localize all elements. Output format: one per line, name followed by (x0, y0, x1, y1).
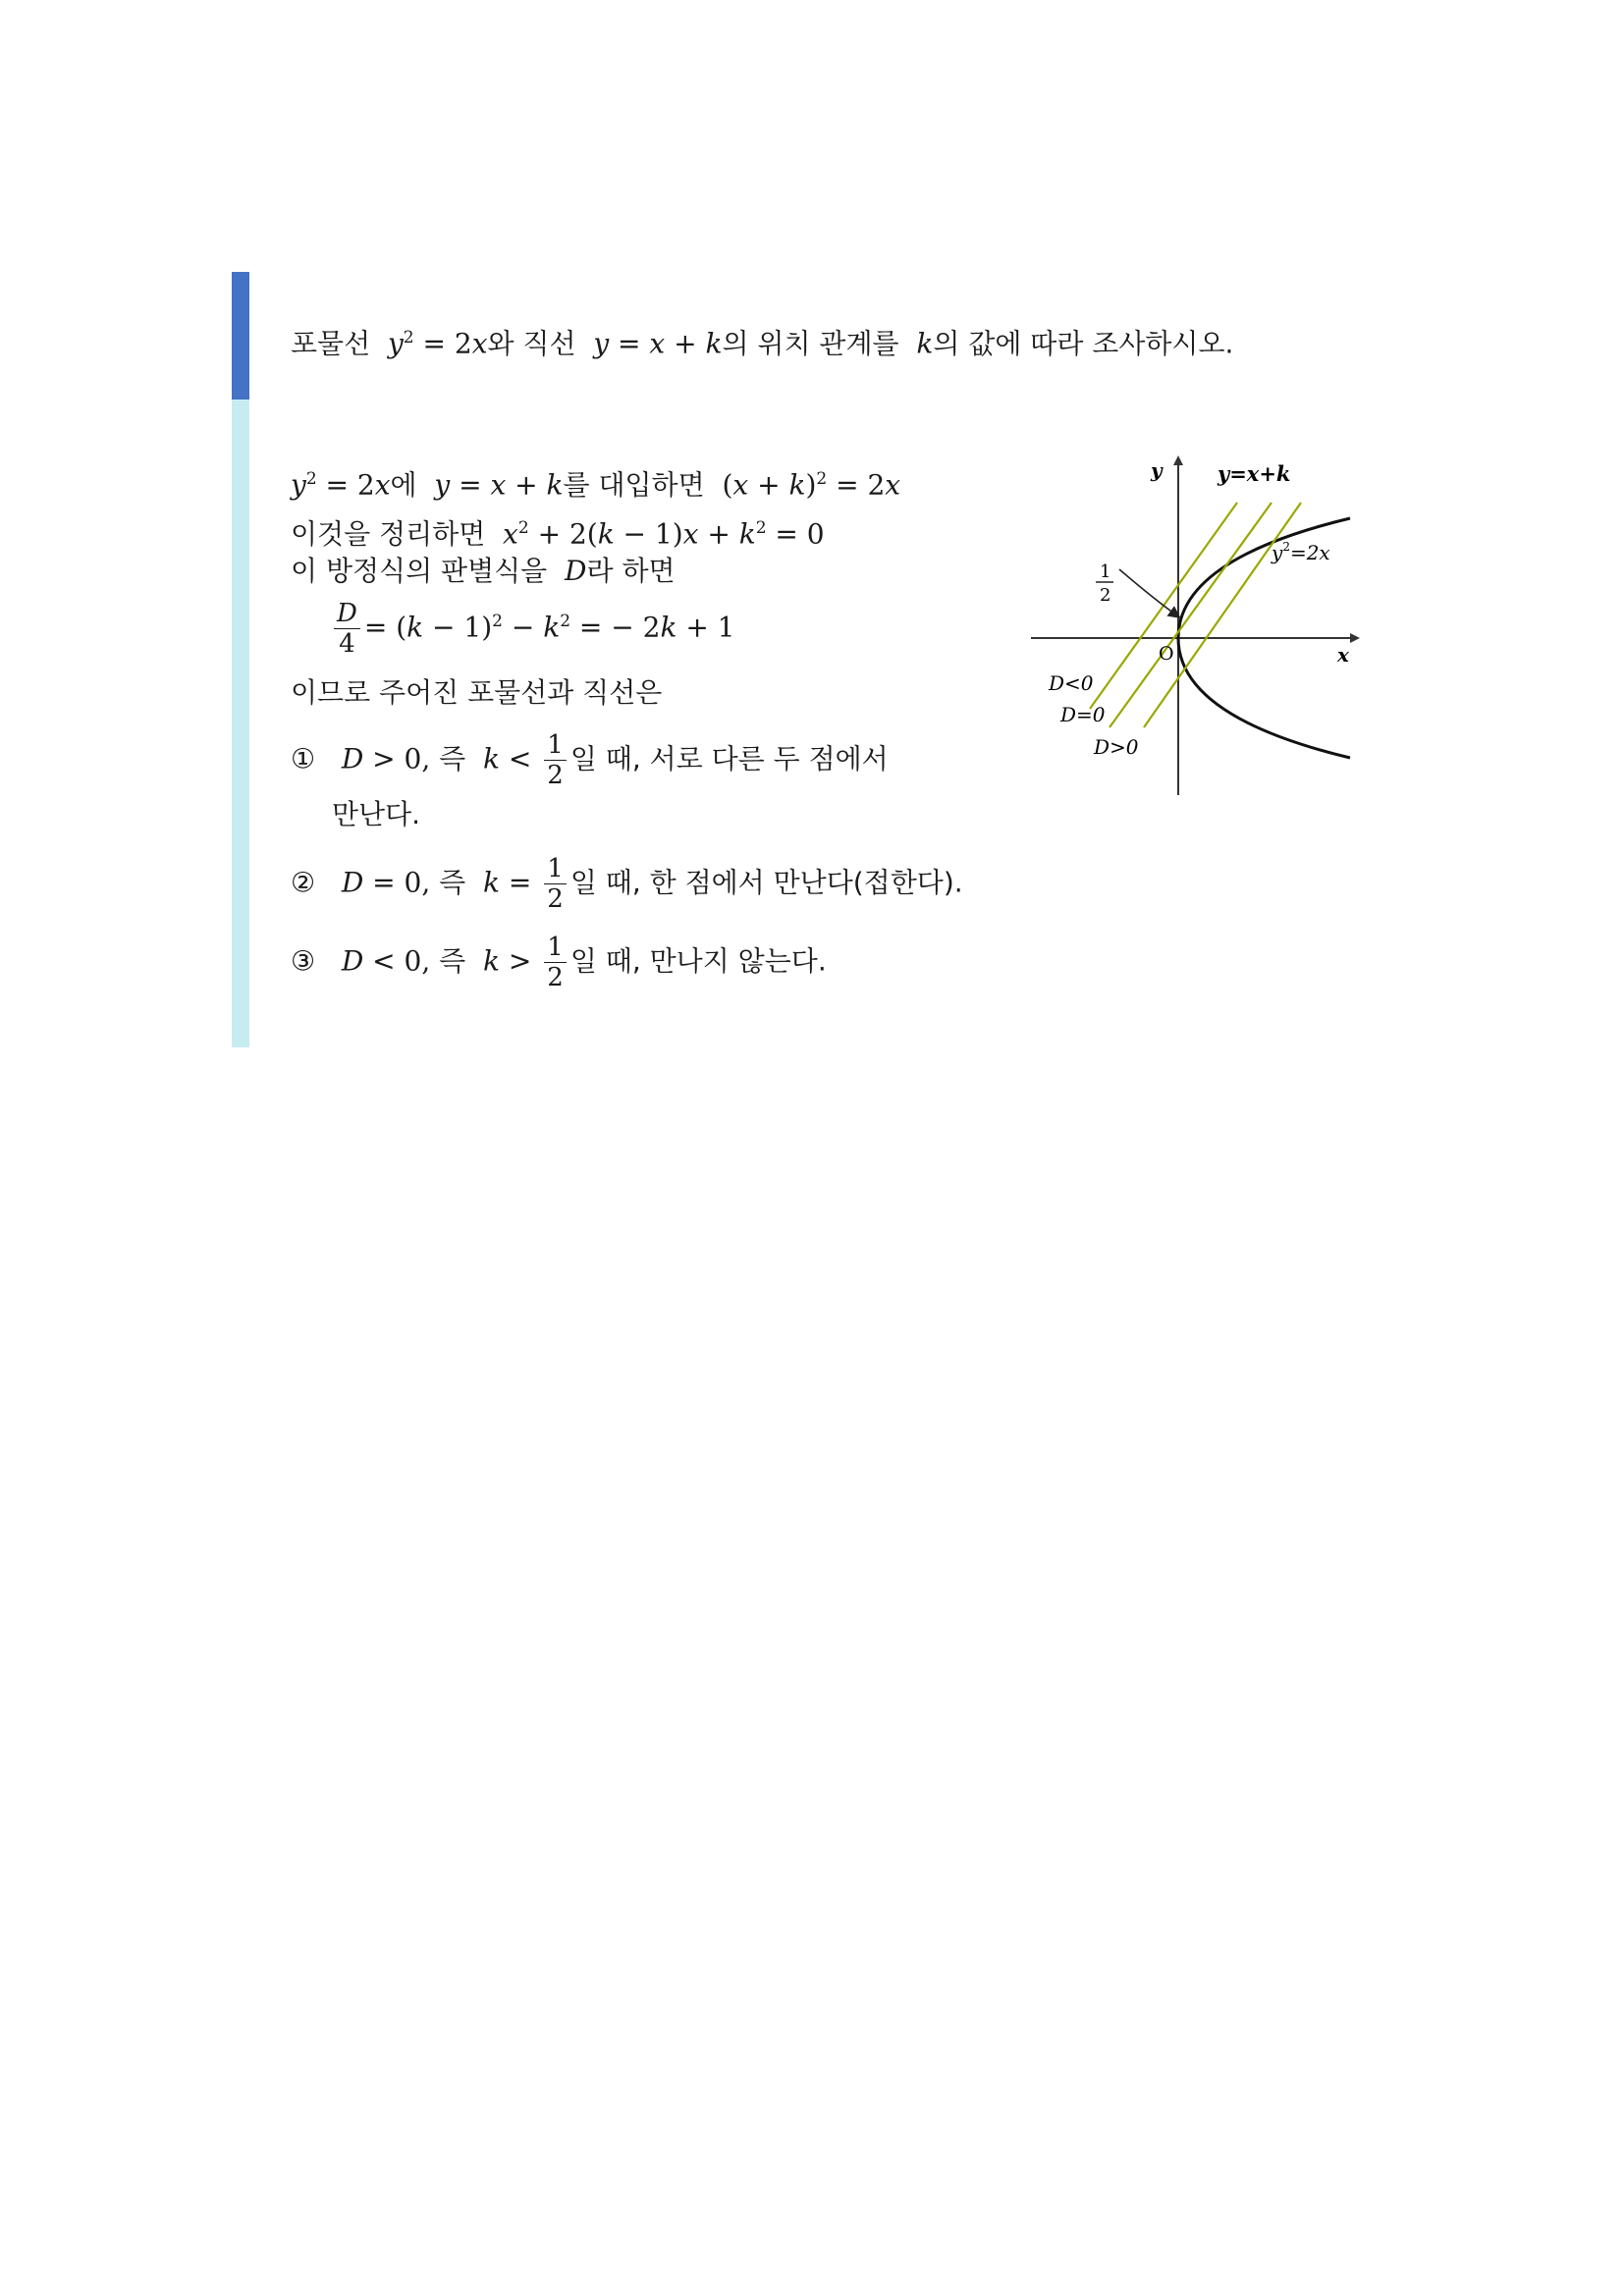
question-text: 포물선 $y^2 = 2x$와 직선 y = x + k의 위치 관계를 k의 값에 따라 조사하시오. (291, 327, 1234, 360)
parabola-line-graph (1021, 452, 1365, 805)
solution-line-5: 이므로 주어진 포물선과 직선은 (291, 676, 663, 709)
half-fraction-2: $\frac{1}{2}$ (544, 856, 567, 912)
case-2: ② D = 0, 즉 k = $\frac{1}{2}$ 일 때, 한 점에서 만난다(접한다). (291, 854, 963, 914)
y-axis-label: y (1151, 458, 1163, 482)
curve-label-exp: 2 (1282, 540, 1290, 554)
tangent-pointer-arrow (1119, 569, 1178, 616)
x-axis-label: x (1337, 643, 1349, 667)
svg-text:y2=2x (1271, 540, 1330, 564)
x-axis-arrow-icon (1350, 633, 1360, 643)
d-over-4-fraction: $\frac{D}{4}$ (334, 601, 360, 657)
label-d-zero: D=0 (1060, 703, 1106, 726)
half-fraction-1: $\frac{1}{2}$ (544, 732, 567, 788)
line-d-zero (1110, 503, 1272, 727)
half-label-den: 2 (1100, 585, 1111, 606)
origin-label: O (1159, 643, 1174, 665)
solution-line-1: $y^2 = 2x$에 y = x + k를 대입하면 $(x + k)^2 = 2x$ (291, 468, 901, 502)
half-label-num: 1 (1100, 561, 1111, 582)
line-d-positive (1144, 503, 1301, 727)
case-1-continued: 만난다. (332, 798, 421, 830)
question-accent-bar (232, 272, 249, 400)
label-d-positive: D>0 (1094, 735, 1139, 759)
solution-line-3: 이 방정식의 판별식을 D라 하면 (291, 555, 676, 587)
curve-label-rest: =2x (1289, 541, 1330, 564)
line-equation-label: y=x+k (1218, 461, 1291, 486)
y-axis-arrow-icon (1173, 455, 1183, 465)
solution-accent-bar (232, 400, 249, 1047)
curve-label-y: y (1272, 541, 1283, 564)
case-1: ① D > 0, 즉 k < $\frac{1}{2}$ 일 때, 서로 다른 두 점에서 (291, 730, 889, 790)
solution-line-2: 이것을 정리하면 $x^2 + 2(k - 1)x + k^2 = 0$ (291, 517, 825, 551)
label-d-negative: D<0 (1049, 671, 1094, 695)
half-fraction-3: $\frac{1}{2}$ (544, 934, 567, 990)
case-3: ③ D < 0, 즉 k > $\frac{1}{2}$ 일 때, 만나지 않는다. (291, 933, 827, 992)
solution-line-4: $\frac{D}{4}$ = $(k - 1)^2 - k^2$ = − 2k + 1 (330, 601, 735, 657)
